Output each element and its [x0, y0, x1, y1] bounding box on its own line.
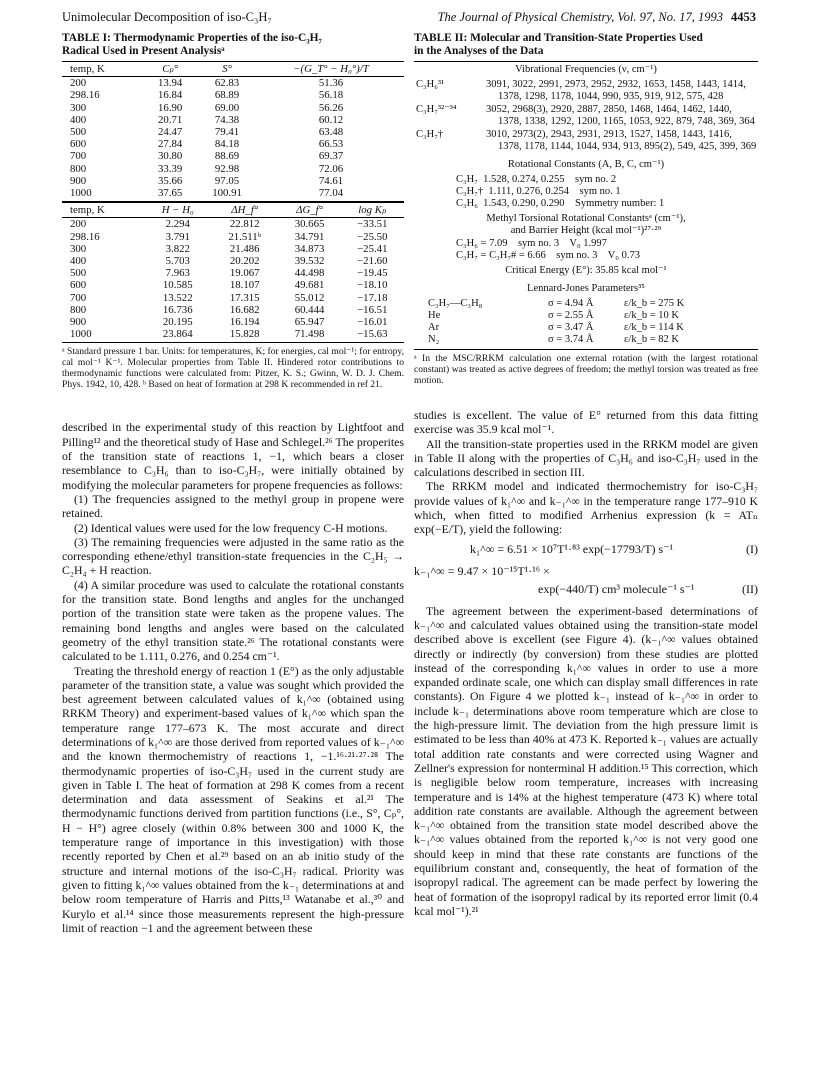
critical-energy: Critical Energy (E°): 35.85 kcal mol⁻¹ — [505, 265, 667, 276]
table-row — [62, 175, 404, 187]
table-cell: 92.98 — [214, 162, 240, 175]
paragraph: (3) The remaining frequencies were adjusted in the same ratio as the corresponding ethene/ethyl transition-state frequencies in the C₂H₅ → C₂H₄ + H reaction. — [62, 534, 404, 578]
table-cell: 77.04 — [258, 187, 404, 202]
running-header — [62, 10, 756, 28]
lj-cell: ε/k_b = 114 K — [624, 322, 684, 333]
lj-cell: ε/k_b = 82 K — [624, 334, 679, 345]
table-cell: 62.83 — [214, 77, 240, 90]
table-cell: 5.703 — [165, 255, 190, 268]
table-cell: 16.194 — [229, 316, 260, 329]
table1-caption — [62, 32, 404, 58]
table-cell: 13.522 — [162, 291, 193, 304]
table-cell: 44.498 — [294, 267, 325, 280]
header-title: Unimolecular Decomposition of iso-C₃H₇ — [62, 10, 272, 24]
equation-2-line1 — [414, 564, 758, 582]
table-cell: −25.50 — [357, 230, 388, 243]
table-cell: −16.51 — [357, 303, 388, 316]
vib-row — [414, 79, 758, 103]
lj-rows — [414, 298, 758, 346]
equation-1-expression: k₁^∞ = 6.51 × 10⁷T¹·⁸³ exp(−17793/T) s⁻¹ — [470, 541, 674, 556]
table-cell: 88.69 — [214, 150, 240, 163]
vib-species: C₃H₆³¹ — [416, 79, 445, 90]
table1b-header: ΔG_f° — [278, 203, 340, 218]
paragraph: studies is excellent. The value of E° returned from this data fitting exercise was 35.9 kcal mol⁻¹. — [414, 408, 758, 437]
table-row — [62, 102, 404, 114]
table-cell: 84.18 — [214, 138, 240, 151]
table-cell: 21.486 — [229, 242, 260, 255]
paragraph: The agreement between the experiment-based determinations of k₋₁^∞ and calculated values obtained using the transition-state model described above is excellent (see Figure 4). (k₋₁^∞ values obtained directly or indirectly (by conversion) from these studies are plotted instead of the corresponding k₁^∞ values in order to use a more expanded ordinate scale, one which can display small differences in rate constants). On Figure 4 we plotted k₋₁ instead of k₋₁^∞ in order to include k₋₁ determinations above room temperature which are close to the high-pressure limit. The deviation from the high pressure limit is estimated to be less than 40% at 473 K. Reported k₋₁ values are actually total addition rate constants and were corrected using Wagner and Zellner's expression for nonterminal H addition.¹⁵ This correction, which is negligible below room temperature, increases with increasing temperature and is 14% at the highest temperature (473 K) where total addition rate constants are available. Although the agreement between k₋₁^∞ obtained from the transition state model described above the k₋₁^∞ values obtained from the reported k₁^∞ is not very good one should keep in mind that these rate constants are functions of the equilibrium constant and, consequently, the heat of formation of the isopropyl radical. The agreement can be made perfect by lowering the heat of formation of the isopropyl radical by its reported error limit (0.4 kcal mol⁻¹).²¹ — [414, 603, 758, 918]
lj-cell: ε/k_b = 275 K — [624, 298, 685, 309]
table-cell: 68.89 — [214, 89, 240, 102]
table-cell: 1000 — [62, 328, 145, 343]
table1a-header-row — [62, 62, 404, 77]
table1b-header: log Kₚ — [341, 203, 404, 218]
table-cell: 700 — [70, 291, 87, 304]
equation-1 — [414, 542, 758, 560]
table-cell: 30.80 — [158, 150, 183, 163]
table-cell: −15.63 — [341, 328, 404, 343]
equation-2-expression-b: exp(−440/T) cm³ molecule⁻¹ s⁻¹ — [538, 581, 695, 596]
table-row — [62, 267, 404, 279]
table-cell: 56.26 — [318, 101, 344, 114]
table-cell: 34.873 — [294, 242, 325, 255]
table-cell: −21.60 — [357, 255, 388, 268]
table-cell: 21.511ᵇ — [228, 230, 262, 243]
table-cell: −33.51 — [357, 218, 388, 231]
table-cell: 100.91 — [196, 187, 258, 202]
table-cell: 79.41 — [214, 126, 240, 139]
lj-header: Lennard-Jones Parameters³⁵ — [527, 283, 645, 294]
table-cell: 900 — [70, 316, 87, 329]
table-cell: 55.012 — [294, 291, 325, 304]
table-cell: 3.791 — [165, 230, 190, 243]
table-cell: 2.294 — [165, 218, 190, 231]
table1-caption-line2: Radical Used in Present Analysisᵃ — [62, 45, 225, 57]
lj-row — [414, 322, 758, 334]
lj-cell: σ = 4.94 Å — [548, 298, 594, 309]
vib-header: Vibrational Frequencies (ν, cm⁻¹) — [515, 64, 657, 75]
left-column — [62, 32, 404, 935]
equation-1-number: (I) — [746, 541, 758, 556]
header-journal-name: The Journal of Physical Chemistry, Vol. 97, No. 17, 1993 — [437, 10, 723, 24]
equation-2-line2 — [414, 582, 758, 600]
table1a-header: Cₚ° — [144, 62, 196, 77]
torsion-row: C₃H₆ = 7.09 sym no. 3 V₀ 1.997 — [456, 238, 607, 249]
table-cell: 17.315 — [229, 291, 260, 304]
table1b-header: temp, K — [62, 203, 145, 218]
table-row — [62, 114, 404, 126]
vib-row — [414, 129, 758, 153]
table2-body — [414, 64, 758, 346]
table-cell: 72.06 — [318, 162, 344, 175]
table-cell: 16.90 — [158, 101, 183, 114]
table-cell: 16.736 — [162, 303, 193, 316]
table-cell: 298.16 — [70, 230, 100, 243]
table1a-body — [62, 77, 404, 202]
lj-row — [414, 334, 758, 346]
table-cell: 66.53 — [318, 138, 344, 151]
table1a-header: temp, K — [62, 62, 144, 77]
lj-cell: σ = 3.47 Å — [548, 322, 594, 333]
right-column — [414, 32, 758, 918]
table-cell: 500 — [70, 267, 87, 280]
table1-part-b — [62, 202, 404, 343]
table-row — [62, 255, 404, 267]
table-cell: 400 — [70, 255, 87, 268]
table-cell: 27.84 — [158, 138, 183, 151]
lj-cell: He — [428, 310, 441, 321]
table2-caption-line1: TABLE II: Molecular and Transition-State Properties Used — [414, 32, 703, 44]
vib-species: C₃H₇† — [416, 129, 444, 140]
lj-cell: ε/k_b = 10 K — [624, 310, 679, 321]
table-cell: 60.444 — [294, 303, 325, 316]
table1-part-a — [62, 61, 404, 202]
table1-caption-line1: TABLE I: Thermodynamic Properties of the iso-C₃H₇ — [62, 32, 322, 44]
table-cell: 24.47 — [158, 126, 183, 139]
table-cell: 20.202 — [229, 255, 260, 268]
rot-header: Rotational Constants (A, B, C, cm⁻¹) — [507, 159, 665, 170]
paragraph: described in the experimental study of this reaction by Lightfoot and Pilling¹² and the theoretical study of Hase and Schlegel.²⁶ The properites of the transition state of reactions 1, −1, which bears a closer resemblance to C₃H₆ than to iso-C₃H₇, were initially obtained by modifying the molecular parameters for propene frequencies as follows: — [62, 420, 404, 492]
rot-row: C₃H₆ 1.543, 0.290, 0.290 Symmetry number: 1 — [456, 198, 665, 209]
table-cell: 65.947 — [294, 316, 325, 329]
table-cell: 69.37 — [318, 150, 344, 163]
table-row — [62, 126, 404, 138]
table-cell: 400 — [70, 113, 87, 126]
table-row — [62, 77, 404, 90]
table-cell: −17.18 — [357, 291, 388, 304]
lj-cell: σ = 2.55 Å — [548, 310, 594, 321]
table1b-header: H − H₀ — [145, 203, 211, 218]
table-cell: 22.812 — [229, 218, 260, 231]
paragraph: All the transition-state properties used in the RRKM model are given in Table II along with the properties of C₃H₆ and iso-C₃H₇ used in the calculations described in section III. — [414, 436, 758, 480]
torsion-row: C₃H₇ = C₃H₇# = 6.66 sym no. 3 V₀ 0.73 — [456, 250, 640, 261]
table-cell: 37.65 — [144, 187, 196, 202]
table-row — [62, 138, 404, 150]
rot-row: C₃H₇ 1.528, 0.274, 0.255 sym no. 2 — [456, 174, 617, 185]
table-cell: 600 — [70, 279, 87, 292]
table-row — [62, 150, 404, 162]
table1a-header: −(G_T° − H₀°)/T — [258, 62, 404, 77]
table-cell: 800 — [70, 162, 87, 175]
table-cell: 20.71 — [158, 113, 183, 126]
table-row — [62, 187, 404, 202]
table-cell: 300 — [70, 242, 87, 255]
left-body-text — [62, 420, 404, 935]
table-row — [62, 243, 404, 255]
table-cell: 39.532 — [294, 255, 325, 268]
table-cell: 3.822 — [165, 242, 190, 255]
table-cell: −19.45 — [357, 267, 388, 280]
table-row — [62, 304, 404, 316]
lj-row — [414, 298, 758, 310]
table-cell: 63.48 — [318, 126, 344, 139]
table-cell: 56.18 — [318, 89, 344, 102]
table-cell: 200 — [70, 218, 87, 231]
table-cell: −25.41 — [357, 242, 388, 255]
table2-caption — [414, 32, 758, 58]
table-cell: 298.16 — [70, 89, 100, 102]
table-cell: 30.665 — [294, 218, 325, 231]
table-row — [62, 218, 404, 231]
table1b-header: ΔH_f° — [211, 203, 279, 218]
table-cell: 60.12 — [318, 113, 344, 126]
paragraph: (2) Identical values were used for the low frequency C-H motions. — [74, 520, 388, 535]
table-cell: 500 — [70, 126, 87, 139]
equation-2-expression-a: k₋₁^∞ = 9.47 × 10⁻¹⁵T¹·¹⁶ × — [414, 563, 550, 578]
lj-cell: C₃H₇—C₃H₈ — [428, 298, 483, 309]
vib-row — [414, 104, 758, 128]
table-cell: 23.864 — [145, 328, 211, 343]
table-cell: 900 — [70, 174, 87, 187]
table-cell: 97.05 — [214, 174, 240, 187]
table-cell: 33.39 — [158, 162, 183, 175]
lj-cell: N₂ — [428, 334, 440, 345]
torsion-header-2: and Barrier Height (kcal mol⁻¹)²⁷·²⁹ — [510, 225, 662, 236]
table-cell: 700 — [70, 150, 87, 163]
table1b-header-row — [62, 203, 404, 218]
equation-2-number: (II) — [742, 581, 758, 596]
table1b-body — [62, 218, 404, 343]
table2-bottom-rule — [414, 349, 758, 350]
torsion-header-1: Methyl Torsional Rotational Constantsᵃ (cm⁻¹), — [486, 213, 686, 224]
table1-footnote: ᵃ Standard pressure 1 bar. Units: for temperatures, K; for energies, cal mol⁻¹; for entropy, cal mol⁻¹ K⁻¹. Molecular properties from Table II. Hindered rotor contributions to thermodynamic functions were calculated from: Pitzer, K. S.; Gwinn, W. D. J. Chem. Phys. 1942, 10, 428. ᵇ Based on heat of formation at 298 K recommended in ref 21. — [62, 346, 404, 391]
table-cell: 71.498 — [278, 328, 340, 343]
lj-cell: Ar — [428, 322, 440, 333]
table2-caption-line2: in the Analyses of the Data — [414, 45, 544, 57]
table-row — [62, 279, 404, 291]
table-cell: 74.61 — [318, 174, 344, 187]
page-number: 4453 — [731, 10, 756, 24]
table-cell: −16.01 — [357, 316, 388, 329]
table-cell: 800 — [70, 303, 87, 316]
header-journal — [438, 10, 756, 25]
vib-values: 3052, 2968(3), 2920, 2887, 2850, 1468, 1464, 1462, 1440, 1378, 1338, 1292, 1200, 1165, 1053, 922, 879, 748, 369, 364 — [486, 104, 755, 127]
table-row — [62, 89, 404, 101]
table1a-header: S° — [196, 62, 258, 77]
lj-row — [414, 310, 758, 322]
table-cell: 35.66 — [158, 174, 183, 187]
table-cell: 49.681 — [294, 279, 325, 292]
vib-values: 3091, 3022, 2991, 2973, 2952, 2932, 1653, 1458, 1443, 1414, 1378, 1298, 1178, 1044, 990, 935, 919, 912, 575, 428 — [486, 79, 746, 102]
paragraph: The RRKM model and indicated thermochemistry for iso-C₃H₇ provide values of k₁^∞ and k₋₁^∞ in the temperature range 177–910 K which, when fitted to modified Arrhenius expression (k = ATₙ exp(−E/T), yield the following: — [414, 479, 758, 537]
rot-row: C₃H₇† 1.111, 0.276, 0.254 sym no. 1 — [456, 186, 621, 197]
table-cell: 13.94 — [158, 77, 183, 90]
table-cell: 34.791 — [294, 230, 325, 243]
paragraph: (4) A similar procedure was used to calculate the rotational constants for the transition state. Bond lengths and angles for the unchanged portion of the transition state were taken as the propene values. The remaining bond lengths and angles were based on the calculated geometry of the ethyl transition state.²⁶ The rotational constants were calculated to be 1.111, 0.276, and 0.254 cm⁻¹. — [62, 577, 404, 664]
paragraph: (1) The frequencies assigned to the methyl group in propene were retained. — [62, 491, 404, 521]
right-body-text — [414, 408, 758, 918]
lj-cell: σ = 3.74 Å — [548, 334, 594, 345]
vib-rows — [414, 79, 758, 153]
table-cell: 69.00 — [214, 101, 240, 114]
table-cell: −18.10 — [357, 279, 388, 292]
table-cell: 7.963 — [165, 267, 190, 280]
table2-top-rule — [414, 61, 758, 62]
table-cell: 51.36 — [318, 77, 344, 90]
table2-footnote: ᵃ In the MSC/RRKM calculation one external rotation (with the largest rotational constant) was treated as active degrees of freedom; the methyl torsion was treated as free motion. — [414, 353, 758, 386]
table-cell: 18.107 — [229, 279, 260, 292]
table-cell: 16.682 — [229, 303, 260, 316]
table-cell: 16.84 — [158, 89, 183, 102]
table-cell: 10.585 — [162, 279, 193, 292]
table-row — [62, 328, 404, 343]
table-cell: 19.067 — [229, 267, 260, 280]
table-row — [62, 292, 404, 304]
paragraph: Treating the threshold energy of reaction 1 (E°) as the only adjustable parameter of the transition state, a value was sought which provided the best agreement between calculated values of k₁^∞ (obtained using RRKM Theory) and experiment-based values of k₁^∞ which span the temperature range 177–673 K. The most accurate and direct determinations of k₁^∞ are those derived from reported values of k₋₁^∞ and the known thermochemistry of reactions 1, −1.¹⁶·²¹·²⁷·²⁸ The thermodynamic properties of iso-C₃H₇ used in the current study are given in Table I. The heat of formation at 298 K comes from a recent determination and data assessment of Seakins et al.²¹ The thermodynamic functions derived from partition functions (i.e., S°, Cₚ°, H − H°) agree closely (within 0.8% between 300 and 1000 K, the temperature range of importance in this investigation) with those recently reported by Chen et al.²⁹ based on an ab initio study of the structure and internal motions of the iso-C₃H₇ radical. Priority was given to fitting k₁^∞ values obtained from the k₋₁ determinations at and below room temperature of Harris and Pitts,¹³ Watanabe et al.,³⁰ and Kurylo et al.¹⁴ since those measurements represent the high-pressure limit of reaction −1 and the agreement between these — [62, 663, 404, 935]
table-cell: 15.828 — [211, 328, 279, 343]
table-cell: 20.195 — [162, 316, 193, 329]
table-cell: 300 — [70, 101, 87, 114]
table-cell: 1000 — [62, 187, 144, 202]
vib-values: 3010, 2973(2), 2943, 2931, 2913, 1527, 1458, 1443, 1416, 1378, 1178, 1144, 1044, 934, 913, 895(2), 549, 425, 399, 369 — [486, 129, 757, 152]
table-row — [62, 163, 404, 175]
table-cell: 74.38 — [214, 113, 240, 126]
table-row — [62, 316, 404, 328]
table-cell: 600 — [70, 138, 87, 151]
table-row — [62, 231, 404, 243]
vib-species: C₃H₇³²⁻³⁴ — [416, 104, 457, 115]
table-cell: 200 — [70, 77, 87, 90]
